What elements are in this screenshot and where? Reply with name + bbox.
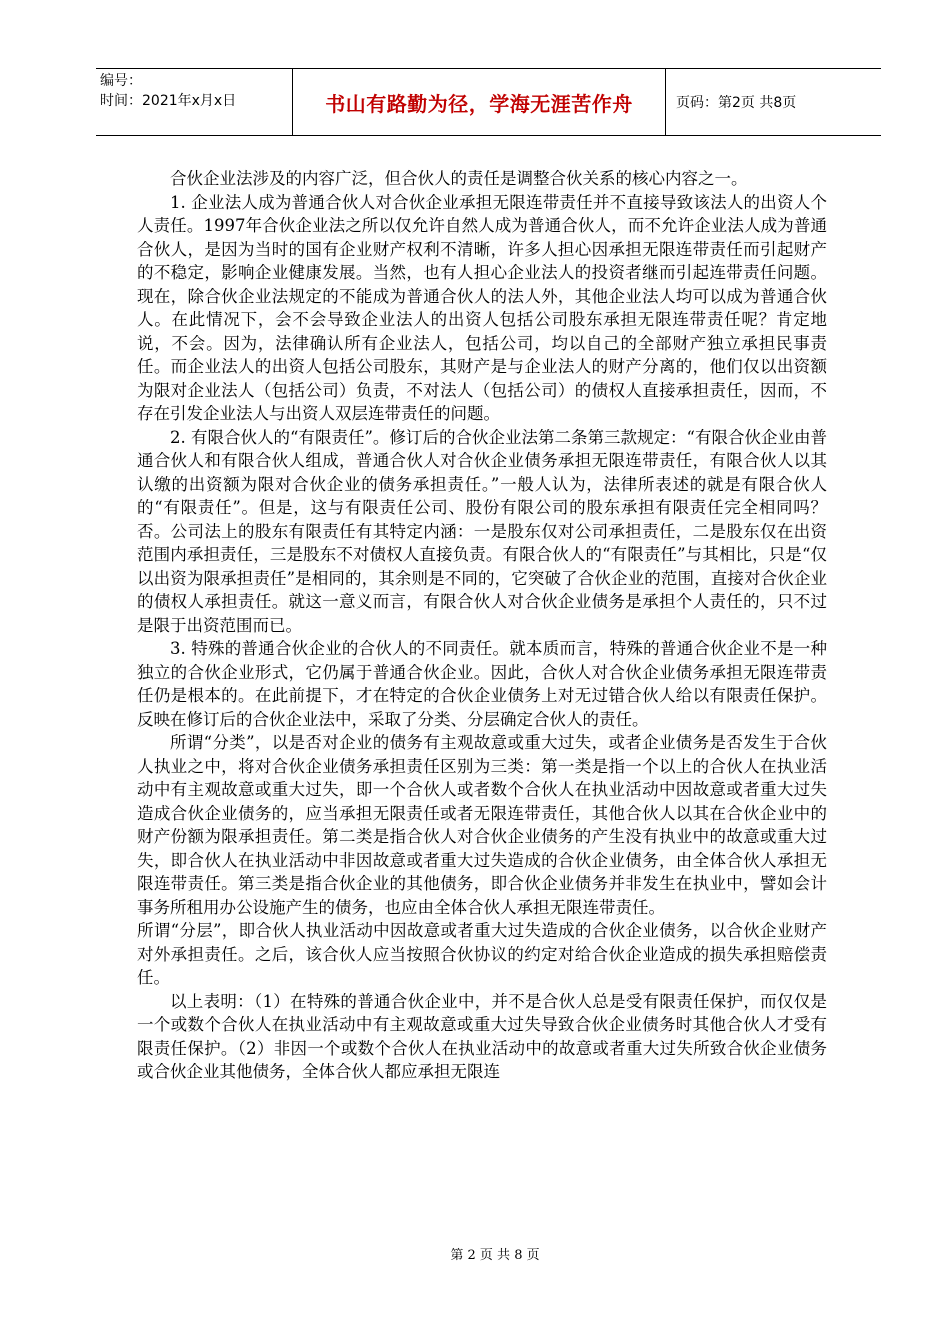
document-time-label: 时间：2021年x月x日 <box>100 93 237 109</box>
document-body <box>137 167 827 1084</box>
page-header <box>96 68 881 136</box>
header-meta-cell <box>96 69 293 135</box>
header-motto: 书山有路勤为径，学海无涯苦作舟 <box>293 69 666 135</box>
intro-paragraph: 合伙企业法涉及的内容广泛，但合伙人的责任是调整合伙关系的核心内容之一。 <box>170 169 748 188</box>
header-page-code: 页码：第2页 共8页 <box>676 95 797 111</box>
document-number-label: 编号： <box>100 73 142 89</box>
section-1-paragraph: 1. 企业法人成为普通合伙人对合伙企业承担无限连带责任并不直接导致该法人的出资人个人责任。1997年合伙企业法之所以仅允许自然人成为普通合伙人，而不允许企业法人成为普通合伙人，是因为当时的国有企业财产权利不清晰，许多人担心因承担无限连带责任而引起财产的不稳定，影响企业健康发展。当然，也有人担心企业法人的投资者继而引起连带责任问题。现在，除合伙企业法规定的不能成为普通合伙人的法人外，其他企业法人均可以成为普通合伙人。在此情况下，会不会导致企业法人的出资人包括公司股东承担无限连带责任呢？肯定地说，不会。因为，法律确认所有企业法人，包括公司，均以自己的全部财产独立承担民事责任。而企业法人的出资人包括公司股东，其财产是与企业法人的财产分离的，他们仅以出资额为限对企业法人（包括公司）负责，不对法人（包括公司）的债权人直接承担责任，因而，不存在引发企业法人与出资人双层连带责任的问题。 <box>137 192 827 423</box>
layering-paragraph: 所谓“分层”，即合伙人执业活动中因故意或者重大过失造成的合伙企业债务，以合伙企业财产对外承担责任。之后，该合伙人应当按照合伙协议的约定对给合伙企业造成的损失承担赔偿责任。 <box>137 921 827 987</box>
section-3-paragraph: 3. 特殊的普通合伙企业的合伙人的不同责任。就本质而言，特殊的普通合伙企业不是一种独立的合伙企业形式，它仍属于普通合伙企业。因此，合伙人对合伙企业债务承担无限连带责任仍是根本的。在此前提下，才在特定的合伙企业债务上对无过错合伙人给以有限责任保护。反映在修订后的合伙企业法中，采取了分类、分层确定合伙人的责任。 <box>137 639 827 729</box>
page-footer-number: 第 2 页 共 8 页 <box>450 1248 540 1263</box>
classification-paragraph: 所谓“分类”，以是否对企业的债务有主观故意或重大过失，或者企业债务是否发生于合伙人执业之中，将对合伙企业债务承担责任区别为三类：第一类是指一个以上的合伙人在执业活动中有主观故意或重大过失，即一个合伙人或者数个合伙人在执业活动中因故意或者重大过失造成合伙企业债务的，应当承担无限责任或者无限连带责任，其他合伙人以其在合伙企业中的财产份额为限承担责任。第二类是指合伙人对合伙企业债务的产生没有执业中的故意或重大过失，即合伙人在执业活动中非因故意或者重大过失造成的合伙企业债务，由全体合伙人承担无限连带责任。第三类是指合伙企业的其他债务，即合伙企业债务并非发生在执业中，譬如会计事务所租用办公设施产生的债务，也应由全体合伙人承担无限连带责任。 <box>137 733 827 917</box>
section-2-paragraph: 2. 有限合伙人的“有限责任”。修订后的合伙企业法第二条第三款规定：“有限合伙企业由普通合伙人和有限合伙人组成，普通合伙人对合伙企业债务承担无限连带责任，有限合伙人以其认缴的出资额为限对合伙企业的债务承担责任。”一般人认为，法律所表述的就是有限合伙人的“有限责任”。但是，这与有限责任公司、股份有限公司的股东承担有限责任完全相同吗？否。公司法上的股东有限责任有其特定内涵：一是股东仅对公司承担责任，二是股东仅在出资范围内承担责任，三是股东不对债权人直接负责。有限合伙人的“有限责任”与其相比，只是“仅以出资为限承担责任”是相同的，其余则是不同的，它突破了合伙企业的范围，直接对合伙企业的债权人承担责任。就这一意义而言，有限合伙人对合伙企业债务是承担个人责任的，只不过是限于出资范围而已。 <box>137 427 827 635</box>
conclusion-paragraph: 以上表明：（1）在特殊的普通合伙企业中，并不是合伙人总是受有限责任保护，而仅仅是一个或数个合伙人在执业活动中有主观故意或重大过失导致合伙企业债务时其他合伙人才受有限责任保护。（2）非因一个或数个合伙人在执业活动中的故意或者重大过失所致合伙企业债务或合伙企业其他债务，全体合伙人都应承担无限连 <box>137 991 827 1081</box>
